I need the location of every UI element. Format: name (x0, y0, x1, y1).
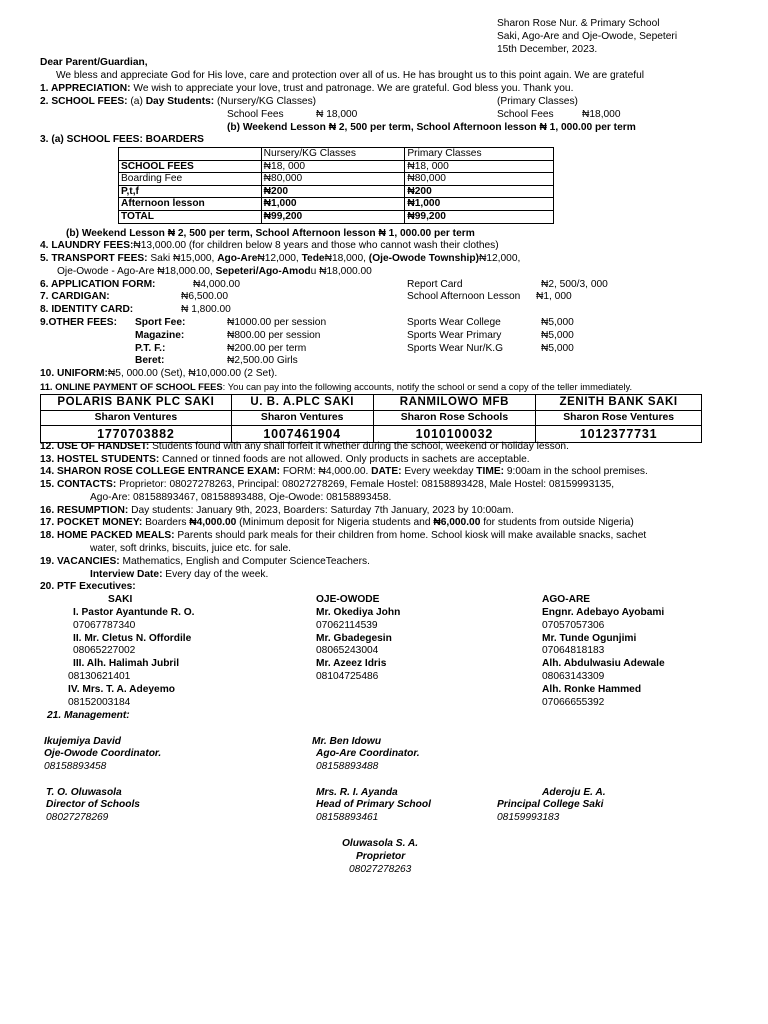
table-cell: P,t,f (119, 185, 262, 198)
section-school-fees: 2. SCHOOL FEES: (a) Day Students: (Nursery/KG Classes) (40, 96, 317, 107)
section-transport: 5. TRANSPORT FEES: Saki ₦15,000, Ago-Are₦12,000, Tede₦18,000, (Oje-Owode Township)₦12,000, (40, 253, 521, 264)
transport-line-2: Oje-Owode - Ago-Are ₦18,000.00, Sepeteri/Ago-Amodu ₦18,000.00 (57, 266, 372, 277)
report-card-value: ₦2, 500/3, 000 (541, 279, 608, 290)
sports-wear-college-value: ₦5,000 (541, 317, 574, 328)
identity-card-label: 8. IDENTITY CARD: (40, 304, 134, 315)
sports-wear-nur-value: ₦5,000 (541, 343, 574, 354)
bank-name: ZENITH BANK SAKI (536, 395, 702, 411)
table-row (119, 198, 554, 211)
beret-label: Beret: (135, 355, 165, 366)
management-name: T. O. Oluwasola (46, 787, 122, 798)
ptf-value: ₦200.00 per term (227, 343, 307, 354)
table-cell: ₦80,000 (405, 173, 554, 186)
account-number: 1007461904 (231, 426, 373, 443)
ptf-ago-phone: 07066655392 (542, 697, 605, 708)
greeting: Dear Parent/Guardian, (40, 57, 148, 68)
ptf-saki-member: I. Pastor Ayantunde R. O. (73, 607, 195, 618)
management-role: Head of Primary School (316, 799, 431, 810)
management-name: Mrs. R. I. Ayanda (316, 787, 398, 798)
table-cell: TOTAL (119, 210, 262, 223)
section-boarders-fees: 3. (a) SCHOOL FEES: BOARDERS (40, 134, 204, 145)
ptf-saki-member: III. Alh. Halimah Jubril (73, 658, 180, 669)
nursery-school-fees-value: ₦ 18,000 (316, 109, 358, 120)
management-name: Mr. Ben Idowu (312, 736, 382, 747)
primary-classes-label: (Primary Classes) (497, 96, 578, 107)
account-name: Sharon Rose Ventures (536, 411, 702, 426)
ptf-saki-title: SAKI (108, 594, 133, 605)
cardigan-label: 7. CARDIGAN: (40, 291, 110, 302)
magazine-label: Magazine: (135, 330, 185, 341)
proprietor-phone: 08027278263 (349, 864, 412, 875)
account-number: 1012377731 (536, 426, 702, 443)
ptf-ago-member: Alh. Ronke Hammed (542, 684, 642, 695)
management-phone: 08158893458 (44, 761, 107, 772)
table-cell: Boarding Fee (119, 173, 262, 186)
cardigan-value: ₦6,500.00 (181, 291, 229, 302)
school-campuses: Saki, Ago-Are and Oje-Owode, Sepeteri (497, 31, 678, 42)
section-vacancies: 19. VACANCIES: Mathematics, English and Computer ScienceTeachers. (40, 556, 370, 567)
ptf-saki-phone: 08130621401 (68, 671, 131, 682)
section-contacts: 15. CONTACTS: Proprietor: 08027278263, Principal: 08027278269, Female Hostel: 08158893428, Male Hostel: 08159993135, (40, 479, 615, 490)
contacts-line-2: Ago-Are: 08158893467, 08158893488, Oje-Owode: 08158893458. (90, 492, 392, 503)
application-form-value: ₦4,000.00 (193, 279, 241, 290)
primary-school-fees-label: School Fees (497, 109, 554, 120)
ptf-saki-phone: 07067787340 (73, 620, 136, 631)
ptf-oje-member: Mr. Gbadegesin (316, 633, 392, 644)
ptf-saki-member: II. Mr. Cletus N. Offordile (73, 633, 192, 644)
ptf-saki-phone: 08065227002 (73, 645, 136, 656)
account-number: 1010100032 (373, 426, 536, 443)
ptf-ago-member: Mr. Tunde Ogunjimi (542, 633, 637, 644)
management-role: Ago-Are Coordinator. (316, 748, 420, 759)
table-header-cell: Nursery/KG Classes (261, 148, 405, 161)
table-row (119, 210, 554, 223)
table-cell: ₦1,000 (405, 198, 554, 211)
ptf-oje-title: OJE-OWODE (316, 594, 380, 605)
ptf-ago-member: Alh. Abdulwasiu Adewale (542, 658, 665, 669)
ptf-saki-member: IV. Mrs. T. A. Adeyemo (68, 684, 176, 695)
other-fees-label: 9.OTHER FEES: (40, 317, 117, 328)
sports-wear-college-label: Sports Wear College (407, 317, 501, 328)
table-header-row (119, 148, 554, 161)
table-cell: ₦99,200 (405, 210, 554, 223)
table-row (119, 173, 554, 186)
management-role: Oje-Owode Coordinator. (44, 748, 162, 759)
management-phone: 08027278269 (46, 812, 109, 823)
section-hostel: 13. HOSTEL STUDENTS: Canned or tinned foods are not allowed. Only products in sachets are acceptable. (40, 454, 530, 465)
management-label: 21. Management: (47, 710, 130, 721)
section-home-meals: 18. HOME PACKED MEALS: Parents should park meals for their children from home. School kiosk will make available snacks, sachet (40, 530, 647, 541)
management-phone: 08159993183 (497, 812, 560, 823)
table-row (119, 185, 554, 198)
table-cell: ₦200 (405, 185, 554, 198)
table-row (119, 160, 554, 173)
ptf-oje-member: Mr. Okediya John (316, 607, 401, 618)
management-name: Ikujemiya David (44, 736, 122, 747)
section-pocket-money: 17. POCKET MONEY: Boarders ₦4,000.00 (Minimum deposit for Nigeria students and ₦6,000.00 for students from outside Nigeria) (40, 517, 634, 528)
proprietor-name: Oluwasola S. A. (342, 838, 419, 849)
intro-text: We bless and appreciate God for His love, care and protection over all of us. He has brought us to this point again. We are grateful (56, 70, 644, 81)
ptf-ago-phone: 07057057306 (542, 620, 605, 631)
ptf-oje-phone: 07062114539 (316, 620, 378, 631)
application-form-label: 6. APPLICATION FORM: (40, 279, 156, 290)
school-name: Sharon Rose Nur. & Primary School (497, 18, 660, 29)
management-phone: 08158893461 (316, 812, 379, 823)
boarders-weekend-lesson: (b) Weekend Lesson ₦ 2, 500 per term, School Afternoon lesson ₦ 1, 000.00 per term (66, 228, 475, 239)
sport-fee-value: ₦1000.00 per session (227, 317, 327, 328)
report-card-label: Report Card (407, 279, 463, 290)
ptf-oje-member: Mr. Azeez Idris (316, 658, 387, 669)
table-cell: ₦18, 000 (405, 160, 554, 173)
ptf-saki-phone: 08152003184 (68, 697, 131, 708)
bank-name: RANMILOWO MFB (373, 395, 536, 411)
bank-accounts-table (40, 394, 702, 443)
day-weekend-lesson: (b) Weekend Lesson ₦ 2, 500 per term, School Afternoon lesson ₦ 1, 000.00 per term (227, 122, 636, 133)
account-number-row (41, 426, 702, 443)
section-handset: 12. USE OF HANDSET: Students found with any shall forfeit it whether during the school, weekend or holiday lesson. (40, 441, 569, 452)
ptf-ago-member: Engnr. Adebayo Ayobami (542, 607, 665, 618)
account-name: Sharon Ventures (41, 411, 232, 426)
management-role: Director of Schools (46, 799, 140, 810)
section-entrance-exam: 14. SHARON ROSE COLLEGE ENTRANCE EXAM: FORM: ₦4,000.00. DATE: Every weekday TIME: 9:00am in the school premises. (40, 466, 648, 477)
account-name: Sharon Ventures (231, 411, 373, 426)
sports-wear-primary-value: ₦5,000 (541, 330, 574, 341)
account-number: 1770703882 (41, 426, 232, 443)
sports-wear-nur-label: Sports Wear Nur/K.G (407, 343, 504, 354)
table-header-cell (119, 148, 262, 161)
section-uniform: 10. UNIFORM:₦5, 000.00 (Set), ₦10,000.00 (2 Set). (40, 368, 278, 379)
table-cell: ₦200 (261, 185, 405, 198)
primary-school-fees-value: ₦18,000 (582, 109, 621, 120)
sport-fee-label: Sport Fee: (135, 317, 186, 328)
ptf-label: P.T. F.: (135, 343, 166, 354)
table-cell: ₦99,200 (261, 210, 405, 223)
account-name-row (41, 411, 702, 426)
ptf-executives-label: 20. PTF Executives: (40, 581, 136, 592)
table-cell: Afternoon lesson (119, 198, 262, 211)
section-resumption: 16. RESUMPTION: Day students: January 9th, 2023, Boarders: Saturday 7th January, 2023 by 10:00am. (40, 505, 514, 516)
ptf-oje-phone: 08065243004 (316, 645, 379, 656)
management-name: Aderoju E. A. (542, 787, 606, 798)
table-cell: SCHOOL FEES (119, 160, 262, 173)
letter-date: 15th December, 2023. (497, 44, 598, 55)
nursery-school-fees-label: School Fees (227, 109, 284, 120)
bank-name: U. B. A.PLC SAKI (231, 395, 373, 411)
sports-wear-primary-label: Sports Wear Primary (407, 330, 502, 341)
section-laundry: 4. LAUNDRY FEES:₦13,000.00 (for children below 8 years and those who cannot wash their clothes) (40, 240, 499, 251)
table-cell: ₦1,000 (261, 198, 405, 211)
section-online-payment: 11. ONLINE PAYMENT OF SCHOOL FEES: You can pay into the following accounts, notify the school or send a copy of the teller immediately. (40, 381, 633, 392)
ptf-ago-phone: 08063143309 (542, 671, 605, 682)
ptf-ago-title: AGO-ARE (542, 594, 591, 605)
proprietor-role: Proprietor (356, 851, 406, 862)
magazine-value: ₦800.00 per session (227, 330, 321, 341)
afternoon-lesson-label: School Afternoon Lesson (407, 291, 521, 302)
ptf-oje-phone: 08104725486 (316, 671, 379, 682)
bank-name: POLARIS BANK PLC SAKI (41, 395, 232, 411)
beret-value: ₦2,500.00 Girls (227, 355, 298, 366)
afternoon-lesson-value: ₦1, 000 (536, 291, 572, 302)
management-role: Principal College Saki (497, 799, 604, 810)
ptf-ago-phone: 07064818183 (542, 645, 605, 656)
bank-name-row (41, 395, 702, 411)
table-header-cell: Primary Classes (405, 148, 554, 161)
boarders-fees-table (118, 147, 554, 224)
account-name: Sharon Rose Schools (373, 411, 536, 426)
section-appreciation: 1. APPRECIATION: We wish to appreciate your love, trust and patronage. We are grateful. God bless you. Thank you. (40, 83, 574, 94)
table-cell: ₦80,000 (261, 173, 405, 186)
home-meals-line-2: water, soft drinks, biscuits, juice etc. for sale. (90, 543, 291, 554)
table-cell: ₦18, 000 (261, 160, 405, 173)
management-phone: 08158893488 (316, 761, 379, 772)
interview-date: Interview Date: Every day of the week. (90, 569, 269, 580)
identity-card-value: ₦ 1,800.00 (181, 304, 231, 315)
